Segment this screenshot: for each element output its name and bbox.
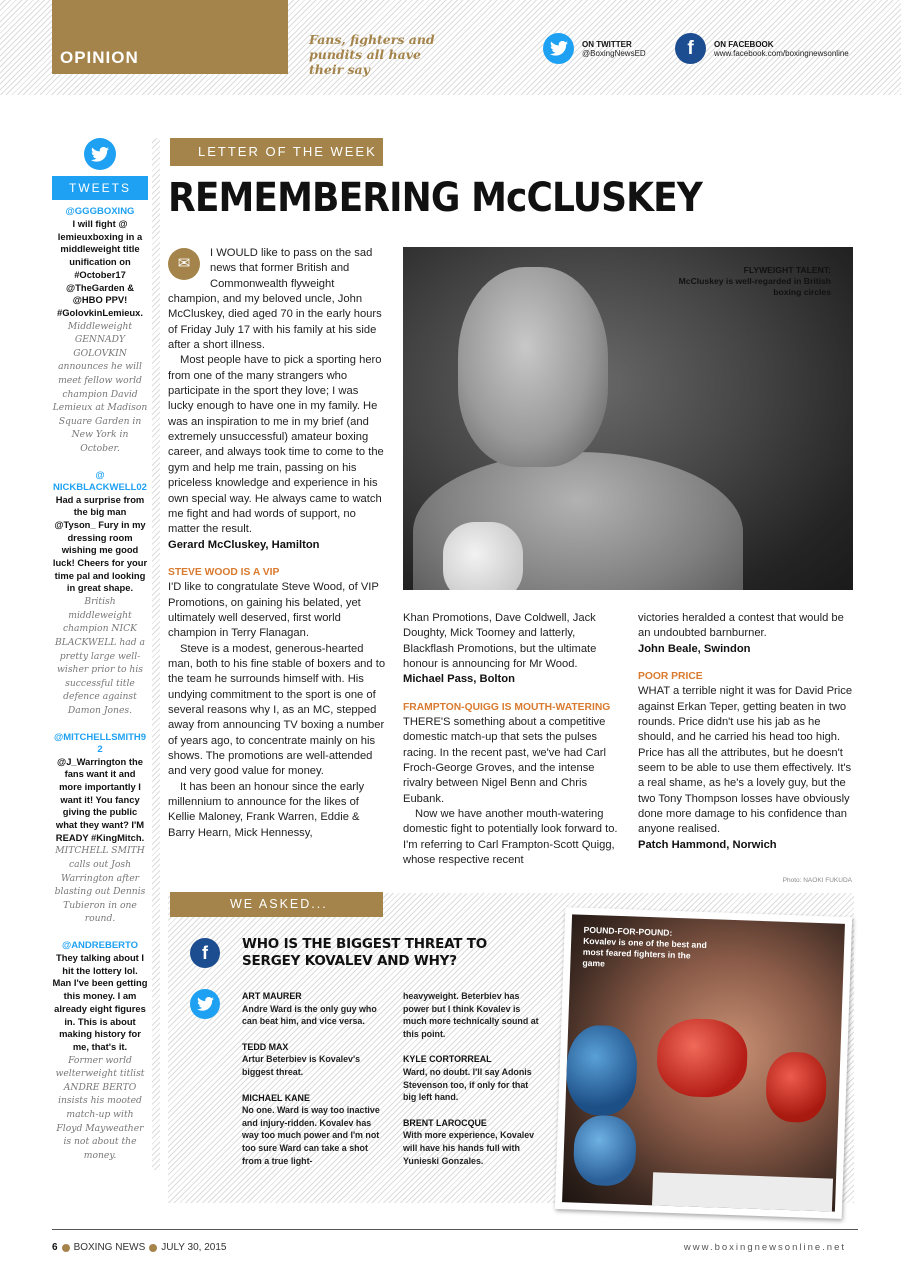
tweet-note: Middleweight GENNADY GOLOVKIN announces he will meet fellow world champion David Lemieux at Madison Square Garden in New York in October.: [52, 320, 148, 454]
letter-paragraph: victories heralded a contest that would be an undoubted barnburner.: [638, 612, 844, 640]
letter-paragraph: It has been an honour since the early millennium to announce for the likes of Kellie Maloney, Frank Warren, Eddie & Barry Hearn, Mick Hennessy,: [168, 780, 365, 839]
tweet-note: MITCHELL SMITH calls out Josh Warrington after blasting out Dennis Tubieron in one round.: [54, 845, 146, 925]
twitter-bird-icon: [190, 989, 220, 1019]
photo-figure: [565, 1024, 638, 1116]
answer-name: TEDD MAX: [242, 1041, 289, 1052]
tweet-item: [52, 470, 148, 718]
issue-date: JULY 30, 2015: [161, 1242, 227, 1253]
facebook-f-icon: f: [190, 938, 220, 968]
tweet-item: [52, 206, 148, 456]
publication-name: BOXING NEWS: [73, 1242, 146, 1253]
answer-item: [403, 1053, 543, 1103]
photo-figure: [458, 267, 608, 467]
answer-text: With more experience, Kovalev will have his hands full with Yunieski Gonzales.: [403, 1130, 535, 1166]
tweet-note: British middleweight champion NICK BLACKWELL had a pretty large well-wisher prior to his successful title defence against Damon Jones.: [55, 596, 145, 716]
footer-website[interactable]: www.boxingnewsonline.net: [683, 1242, 846, 1253]
we-asked-tab: WE ASKED...: [170, 892, 383, 917]
letter-paragraph: I'D like to congratulate Steve Wood, of VIP Promotions, on gaining his belated, yet ultimately well deserved, first world champion in Terry Flanagan.: [168, 581, 379, 640]
tweet-text: @J_Warrington the fans want it and more importantly I want it! You fancy giving the public what they want? I'M READY #KingMitch.: [55, 755, 145, 843]
facebook-handle[interactable]: www.facebook.com/boxingnewsonline: [714, 48, 849, 58]
answers-column-right: [403, 990, 543, 1180]
section-title: OPINION: [60, 48, 139, 67]
letter-paragraph: Khan Promotions, Dave Coldwell, Jack Doughty, Mick Toomey and latterly, Blackflash Promotions, but the ultimate honour is announcing for Mr Wood.: [403, 612, 597, 671]
twitter-contact[interactable]: [543, 33, 646, 64]
answer-text: Artur Beterbiev is Kovalev's biggest threat.: [242, 1054, 361, 1077]
answer-name: BRENT LAROCQUE: [403, 1117, 487, 1128]
bullet-dot-icon: [62, 1244, 70, 1252]
mccluskey-photo: [403, 247, 853, 590]
tweets-title: TWEETS: [52, 176, 148, 200]
tweet-text: I will fight @ lemieuxboxing in a middleweight title unification on #October17 @TheGarden & @HBO PPV! #GolovkinLemieux.: [57, 218, 143, 318]
letter-column-2: [403, 611, 623, 869]
answer-text: Ward, no doubt. I'll say Adonis Stevenson too, if only for that big left hand.: [403, 1066, 532, 1103]
answer-text: No one. Ward is way too inactive and injury-ridden. Kovalev has way too much power and I'm not too sure Ward can take a shot from a true light-: [242, 1105, 380, 1166]
answer-name: KYLE CORTORREAL: [403, 1054, 492, 1065]
letter-column-3: [638, 611, 856, 853]
tweet-text: They talking about I hit the lottery lol. Man I've been getting this money. I am already eight figures in. This is about making history for me, that's it.: [52, 952, 148, 1052]
tweet-handle[interactable]: @GGGBOXING: [65, 206, 135, 217]
letter-column-1: [168, 246, 386, 841]
answer-item: [403, 1117, 543, 1167]
facebook-title: ON FACEBOOK: [714, 39, 774, 49]
photo-credit: Photo: NAOKI FUKUDA: [782, 877, 852, 884]
answer-item: [242, 1092, 382, 1168]
twitter-bird-icon: [543, 33, 574, 64]
letter-paragraph: I WOULD like to pass on the sad news that former British and Commonwealth flyweight champion, and my beloved uncle, John McCluskey, died aged 70 in the early hours of Friday July 17 with his family at his side after a short illness.: [168, 247, 382, 352]
bullet-dot-icon: [149, 1244, 157, 1252]
letter-signature: John Beale, Swindon: [638, 642, 751, 655]
letter-paragraph: WHAT a terrible night it was for David Price against Erkan Teper, getting beaten in two rounds. Price didn't use his jab as he should, and he carried his head too high. Price has all the attributes, but he doesn't seem to be able to use them effectively. It's a real shame, as he's a lovely guy, but the two Tony Thompson losses have obviously done more damage to his confidence than anyone realised.: [638, 685, 853, 836]
footer-rule: [52, 1229, 858, 1230]
kovalev-photo-frame: [555, 907, 852, 1219]
facebook-f-icon: f: [675, 33, 706, 64]
footer-info: [52, 1242, 226, 1253]
photo-caption: [582, 925, 713, 974]
sidebar-divider: [152, 138, 160, 1170]
photo-figure: [652, 1172, 833, 1211]
letter-subhead: POOR PRICE: [638, 671, 703, 683]
page-headline: REMEMBERING McCLUSKEY: [168, 175, 702, 221]
page-number: 6: [52, 1242, 58, 1253]
letter-signature: Patch Hammond, Norwich: [638, 838, 777, 851]
letter-paragraph: Now we have another mouth-watering domestic fight to potentially look forward to. I'm referring to Carl Frampton-Scott Quigg, whose respective recent: [403, 808, 618, 867]
photo-caption-title: FLYWEIGHT TALENT:: [743, 265, 831, 275]
twitter-bird-icon: [84, 138, 116, 170]
tweet-handle[interactable]: @ANDREBERTO: [61, 940, 139, 952]
twitter-title: ON TWITTER: [582, 39, 632, 49]
letter-subhead: STEVE WOOD IS A VIP: [168, 566, 280, 578]
letter-paragraph: Steve is a modest, generous-hearted man, both to his fine stable of boxers and to the team he surrounds himself with. His undying commitment to the sport is one of several reasons why I, as an MC, stepped away from announcing TV boxing a number of years ago, to concentrate mainly on his shows. The promotions are well-attended and very good value for money.: [168, 642, 386, 778]
photo-figure: [573, 1115, 637, 1187]
answer-item: [242, 990, 382, 1028]
facebook-contact[interactable]: [675, 33, 849, 64]
answer-item: [242, 1041, 382, 1079]
twitter-handle[interactable]: @BoxingNewsED: [582, 48, 646, 58]
photo-caption-text: Kovalev is one of the best and most feared fighters in the game: [582, 935, 707, 969]
tweet-item: [52, 732, 148, 926]
letter-subhead: FRAMPTON-QUIGG IS MOUTH-WATERING: [403, 701, 611, 713]
photo-figure: [656, 1017, 749, 1098]
answer-continuation: heavyweight. Beterbiev has power but I think Kovalev is much more technically sound at this point.: [403, 991, 539, 1039]
photo-caption-text: McCluskey is well-regarded in British boxing circles: [678, 276, 831, 297]
tweet-text: Had a surprise from the big man @Tyson_ Fury in my dressing room wishing me good luck! Cheers for your time pal and looking in great shape.: [52, 493, 148, 594]
we-asked-question: WHO IS THE BIGGEST THREAT TO SERGEY KOVALEV AND WHY?: [242, 936, 488, 969]
photo-caption-title: POUND-FOR-POUND:: [583, 924, 673, 938]
tweet-handle[interactable]: @MITCHELLSMITH92: [53, 731, 147, 755]
tweet-note: Former world welterweight titlist ANDRE BERTO insists his mooted match-up with Floyd Mayweather is not about the money.: [55, 1054, 145, 1161]
section-banner: [52, 0, 288, 74]
letter-of-week-tab: LETTER OF THE WEEK: [170, 138, 383, 166]
tweets-sidebar: [52, 138, 148, 1170]
tweet-handle[interactable]: @ NICKBLACKWELL02: [53, 469, 147, 493]
letter-signature: Michael Pass, Bolton: [403, 673, 515, 686]
tweet-item: [52, 940, 148, 1162]
section-tagline: Fans, fighters and pundits all have their say: [309, 32, 435, 77]
letter-signature: Gerard McCluskey, Hamilton: [168, 538, 320, 551]
kovalev-photo: [562, 914, 845, 1211]
letter-paragraph: THERE'S something about a competitive domestic match-up that sets the pulses racing. In the recent past, we've had Carl Froch-George Groves, and the intense rivalry between Nigel Benn and Chris Eubank.: [403, 716, 606, 805]
answer-name: MICHAEL KANE: [242, 1092, 310, 1103]
letter-paragraph: Most people have to pick a sporting hero from one of the many strangers who participate in the sport they love; I was lucky enough to have one in my family. He was an inspiration to me in my brief (and extremely unsuccessful) amateur boxing career, and always took time to come to the gym and help me train, passing on his priceless knowledge and experience in his own special way. He always came to watch me fight and had words of support, no matter the result.: [168, 354, 384, 536]
answers-column-left: [242, 990, 382, 1180]
photo-figure: [443, 522, 523, 590]
envelope-icon: ✉: [168, 248, 200, 280]
photo-figure: [765, 1051, 827, 1123]
photo-caption: [661, 265, 831, 298]
answer-name: ART MAURER: [242, 991, 302, 1001]
answer-text: Andre Ward is the only guy who can beat him, and vice versa.: [242, 1003, 377, 1027]
